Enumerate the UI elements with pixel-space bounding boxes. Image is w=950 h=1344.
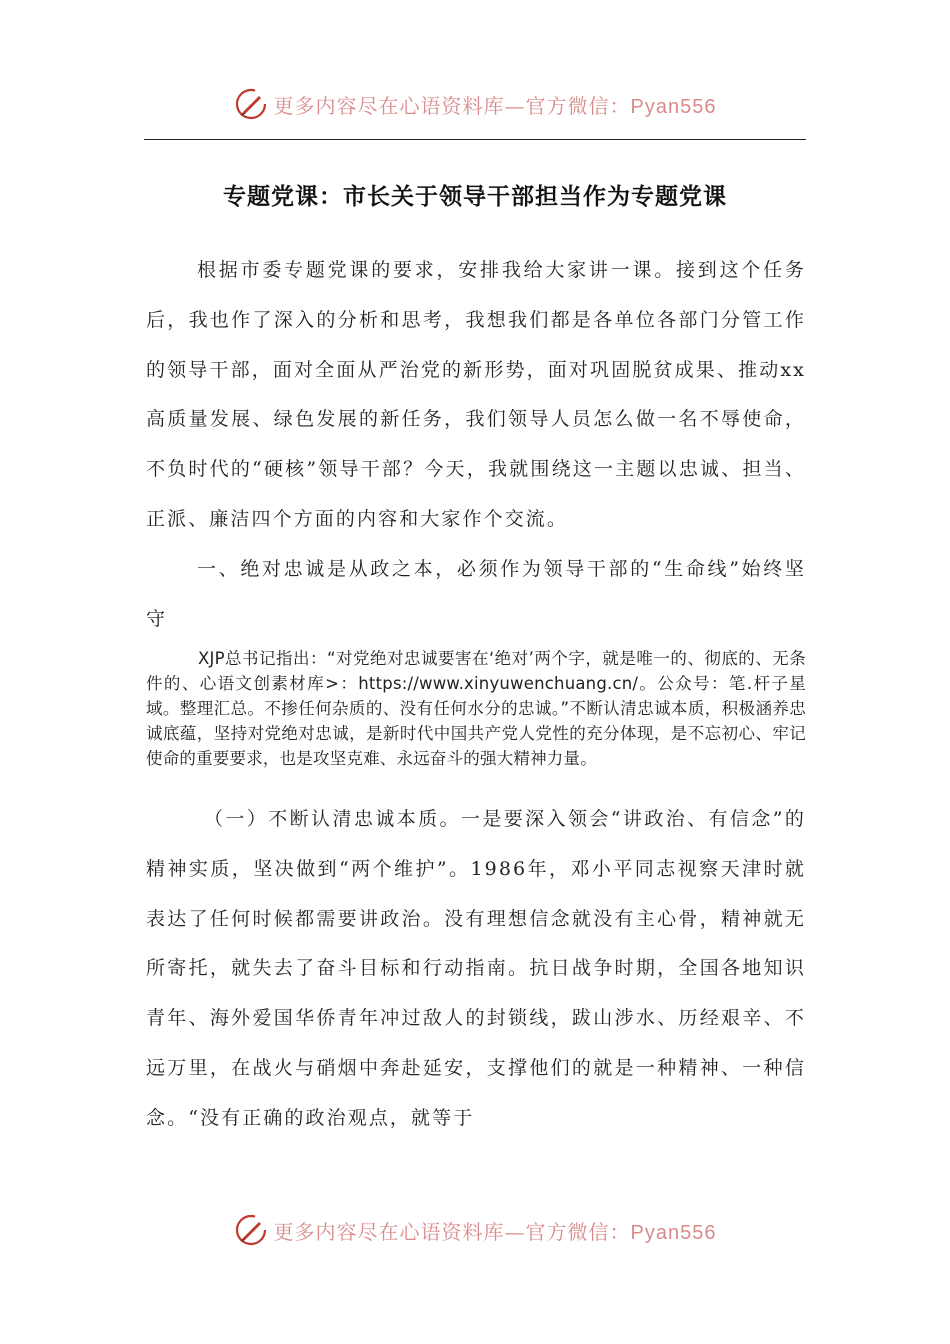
footer-wechat-id: Pyan556 — [630, 1221, 717, 1244]
pen-logo-icon — [234, 87, 268, 121]
pen-logo-icon — [234, 1213, 268, 1247]
header-rule — [144, 139, 806, 140]
body-paragraph-quote: XJP总书记指出：“对党绝对忠诚要害在‘绝对’两个字，就是唯一的、彻底的、无条件的、心语文创素材库>：https://www.xinyuwenchuang.cn/。公众号：笔.杆子星域。整理汇总。不掺任何杂质的、没有任何水分的忠诚。”不断认清忠诚本质，积极涵养忠诚底蕴，坚持对党绝对忠诚，是新时代中国共产党人党性的充分体现，是不忘初心、牢记使命的重要要求，也是攻坚克难、永远奋斗的强大精神力量。 — [146, 649, 806, 768]
header-wechat-id: Pyan556 — [630, 95, 717, 118]
footer-banner-text: 更多内容尽在心语资料库—官方微信：Pyan556 — [273, 1219, 717, 1244]
header-banner-text: 更多内容尽在心语资料库—官方微信：Pyan556 — [273, 93, 717, 118]
document-title: 专题党课：市长关于领导干部担当作为专题党课 — [223, 184, 727, 210]
body-paragraph-intro: 根据市委专题党课的要求，安排我给大家讲一课。接到这个任务后，我也作了深入的分析和思考，我想我们都是各单位各部门分管工作的领导干部，面对全面从严治党的新形势，面对巩固脱贫成果、推动xx高质量发展、绿色发展的新任务，我们领导人员怎么做一名不辱使命，不负时代的“硬核”领导干部？今天，我就围绕这一主题以忠诚、担当、正派、廉洁四个方面的内容和大家作个交流。 — [146, 259, 806, 530]
footer-banner — [0, 1210, 950, 1250]
body-paragraph-subsection-1: （一）不断认清忠诚本质。一是要深入领会“讲政治、有信念”的精神实质，坚决做到“两个维护”。1986年，邓小平同志视察天津时就表达了任何时候都需要讲政治。没有理想信念就没有主心骨，精神就无所寄托，就失去了奋斗目标和行动指南。抗日战争时期，全国各地知识青年、海外爱国华侨青年冲过敌人的封锁线，跋山涉水、历经艰辛、不远万里，在战火与硝烟中奔赴延安，支撑他们的就是一种精神、一种信念。“没有正确的政治观点，就等于 — [146, 808, 806, 1129]
header-banner — [0, 84, 950, 124]
section-heading-loyalty: 一、绝对忠诚是从政之本，必须作为领导干部的“生命线”始终坚守 — [146, 558, 806, 630]
